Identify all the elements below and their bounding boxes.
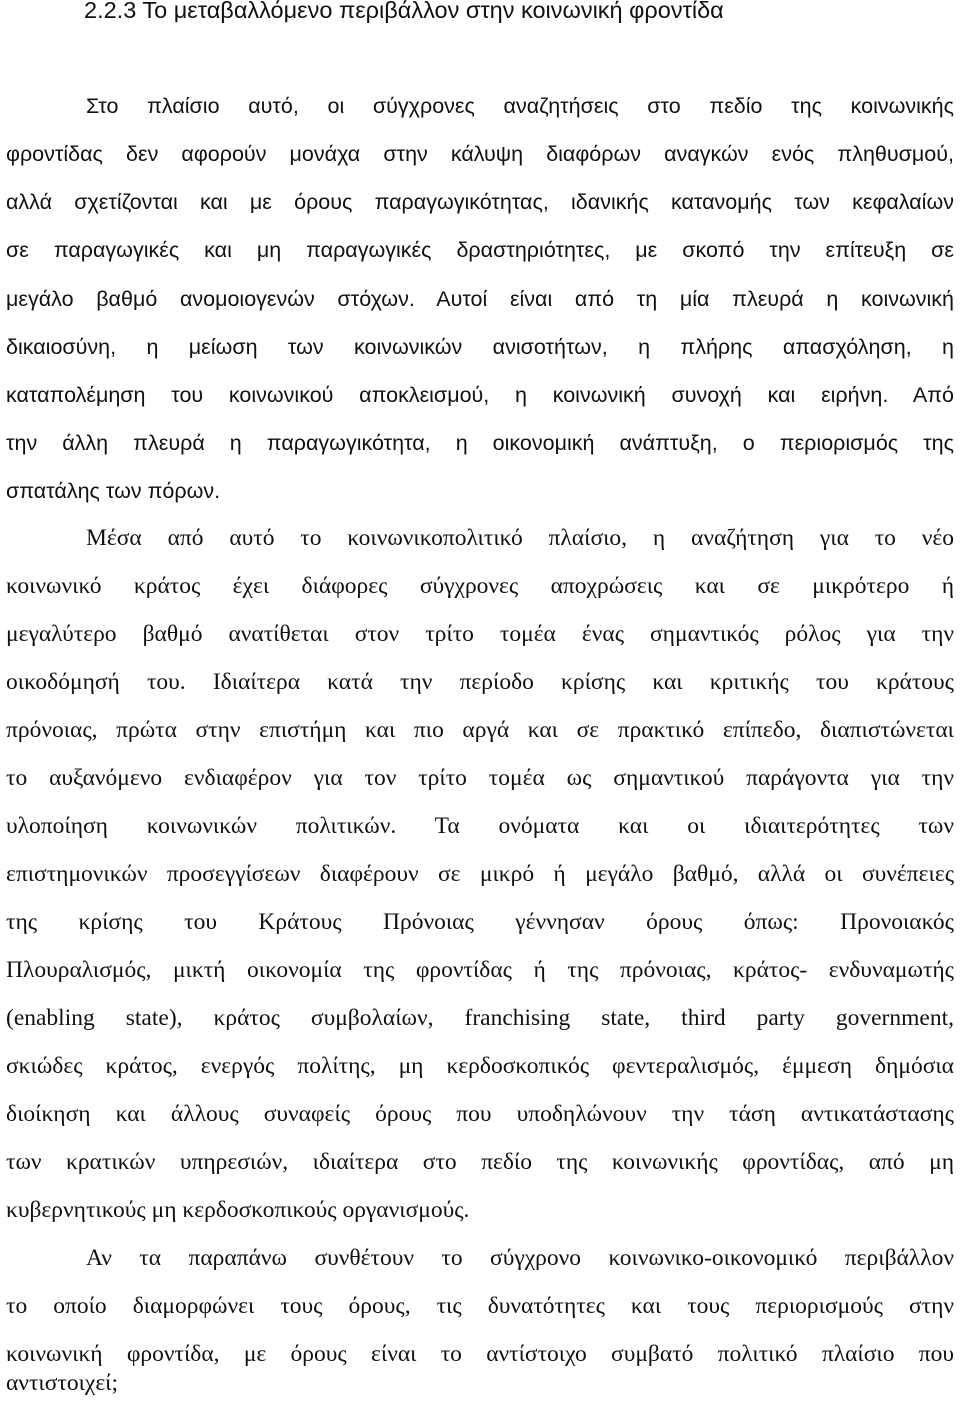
text-line: σκιώδες κράτος, ενεργός πολίτης, μη κερδοσκοπικός φεντεραλισμός, έμμεση δημόσια: [6, 1053, 954, 1079]
text-line: υλοποίηση κοινωνικών πολιτικών. Τα ονόματα και οι ιδιαιτερότητες των: [6, 813, 954, 839]
text-line: κυβερνητικούς μη κερδοσκοπικούς οργανισμούς.: [6, 1197, 470, 1223]
text-line: οικοδόμησή του. Ιδιαίτερα κατά την περίοδο κρίσης και κριτικής του κράτους: [6, 669, 954, 695]
text-line: σε παραγωγικές και μη παραγωγικές δραστηριότητες, με σκοπό την επίτευξη σε: [6, 238, 954, 262]
text-line: κοινωνική φροντίδα, με όρους είναι το αντίστοιχο συμβατό πολιτικό πλαίσιο που: [6, 1341, 954, 1367]
text-line: Στο πλαίσιο αυτό, οι σύγχρονες αναζητήσεις στο πεδίο της κοινωνικής: [86, 94, 954, 118]
text-line: των κρατικών υπηρεσιών, ιδιαίτερα στο πεδίο της κοινωνικής φροντίδας, από μη: [6, 1149, 954, 1175]
text-line: πρόνοιας, πρώτα στην επιστήμη και πιο αργά και σε πρακτικό επίπεδο, διαπιστώνεται: [6, 717, 954, 743]
text-line: Μέσα από αυτό το κοινωνικοπολιτικό πλαίσιο, η αναζήτηση για το νέο: [86, 525, 954, 551]
text-line: αντιστοιχεί;: [6, 1370, 119, 1396]
text-line: την άλλη πλευρά η παραγωγικότητα, η οικονομική ανάπτυξη, ο περιορισμός της: [6, 431, 954, 455]
text-line: μεγαλύτερο βαθμό ανατίθεται στον τρίτο τομέα ένας σημαντικός ρόλος για την: [6, 621, 954, 647]
text-line: σπατάλης των πόρων.: [6, 479, 221, 503]
text-line: (enabling state), κράτος συμβολαίων, franchising state, third party government,: [6, 1005, 954, 1031]
text-line: το αυξανόμενο ενδιαφέρον για τον τρίτο τομέα ως σημαντικού παράγοντα για την: [6, 765, 954, 791]
text-line: μεγάλο βαθμό ανομοιογενών στόχων. Αυτοί είναι από τη μία πλευρά η κοινωνική: [6, 287, 954, 311]
text-line: Αν τα παραπάνω συνθέτουν το σύγχρονο κοινωνικο-οικονομικό περιβάλλον: [86, 1245, 954, 1271]
text-line: κοινωνικό κράτος έχει διάφορες σύγχρονες αποχρώσεις και σε μικρότερο ή: [6, 573, 954, 599]
text-line: το οποίο διαμορφώνει τους όρους, τις δυνατότητες και τους περιορισμούς στην: [6, 1293, 954, 1319]
text-line: διοίκηση και άλλους συναφείς όρους που υποδηλώνουν την τάση αντικατάστασης: [6, 1101, 954, 1127]
text-line: δικαιοσύνη, η μείωση των κοινωνικών ανισοτήτων, η πλήρης απασχόληση, η: [6, 335, 954, 359]
text-line: Πλουραλισμός, μικτή οικονομία της φροντίδας ή της πρόνοιας, κράτος- ενδυναμωτής: [6, 957, 954, 983]
text-line: αλλά σχετίζονται και με όρους παραγωγικότητας, ιδανικής κατανομής των κεφαλαίων: [6, 190, 954, 214]
text-line: επιστημονικών προσεγγίσεων διαφέρουν σε μικρό ή μεγάλο βαθμό, αλλά οι συνέπειες: [6, 861, 954, 887]
section-heading: 2.2.3 Το μεταβαλλόμενο περιβάλλον στην κοινωνική φροντίδα: [84, 0, 724, 23]
text-line: καταπολέμηση του κοινωνικού αποκλεισμού, η κοινωνική συνοχή και ειρήνη. Από: [6, 383, 954, 407]
text-line: της κρίσης του Κράτους Πρόνοιας γέννησαν όρους όπως: Προνοιακός: [6, 909, 954, 935]
text-line: φροντίδας δεν αφορούν μονάχα στην κάλυψη διαφόρων αναγκών ενός πληθυσμού,: [6, 142, 954, 166]
